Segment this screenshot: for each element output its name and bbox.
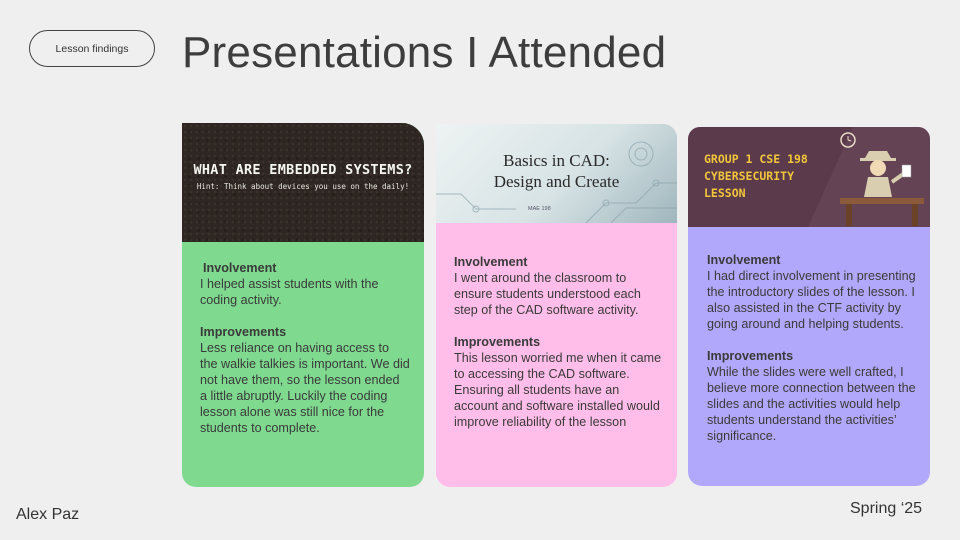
thumb-title-line1: Basics in CAD:	[503, 151, 610, 170]
cybersecurity-thumbnail	[688, 127, 930, 227]
thumb-hint: Hint: Think about devices you use on the daily!	[196, 182, 410, 191]
thumb-title-line3: LESSON	[704, 186, 746, 200]
involvement-heading: Involvement	[707, 253, 781, 267]
card-body	[454, 254, 663, 446]
improvements-heading: Improvements	[454, 335, 541, 349]
improvements-text: Less reliance on having access to the walkie talkies is important. We did not have them, so the lesson ended a little abruptly. Luckily the coding lesson alone was still nice for the students to complete.	[200, 341, 410, 435]
improvements-heading: Improvements	[200, 325, 287, 339]
lesson-findings-pill	[29, 30, 155, 67]
pill-label: Lesson findings	[55, 42, 129, 55]
improvements-text: While the slides were well crafted, I believe more connection between the slides and the activities would help students understand the activities’ significance.	[707, 365, 916, 443]
improvements-heading: Improvements	[707, 349, 794, 363]
page-title: Presentations I Attended	[182, 28, 667, 77]
thumb-title-line1: GROUP 1 CSE 198	[704, 152, 808, 166]
thumb-title	[436, 150, 677, 192]
thumb-title-line2: CYBERSECURITY	[704, 169, 795, 183]
involvement-text: I went around the classroom to ensure students understood each step of the CAD software activity.	[454, 271, 641, 317]
thumb-title-line2: Design and Create	[493, 172, 620, 191]
thumb-title: WHAT ARE EMBEDDED SYSTEMS?	[193, 162, 413, 178]
cad-thumbnail	[436, 124, 677, 223]
embedded-systems-thumbnail	[182, 123, 424, 242]
term-label: Spring ‘25	[850, 500, 923, 517]
thumb-course: MAE 198	[528, 206, 551, 212]
card-body	[707, 252, 916, 460]
author-name: Alex Paz	[16, 506, 80, 523]
improvements-text: This lesson worried me when it came to accessing the CAD software. Ensuring all students have an account and software installed would improve reliability of the lesson	[454, 351, 662, 429]
involvement-heading: Involvement	[454, 255, 528, 269]
card-cybersecurity	[688, 127, 930, 486]
involvement-heading: Involvement	[203, 261, 277, 275]
card-embedded-systems	[182, 123, 424, 487]
involvement-text: I had direct involvement in presenting the introductory slides of the lesson. I also assisted in the CTF activity by going around and helping students.	[707, 269, 916, 331]
thumb-title	[704, 151, 844, 202]
card-cad	[436, 124, 677, 487]
involvement-text: I helped assist students with the coding activity.	[200, 277, 379, 307]
card-body	[200, 260, 410, 452]
